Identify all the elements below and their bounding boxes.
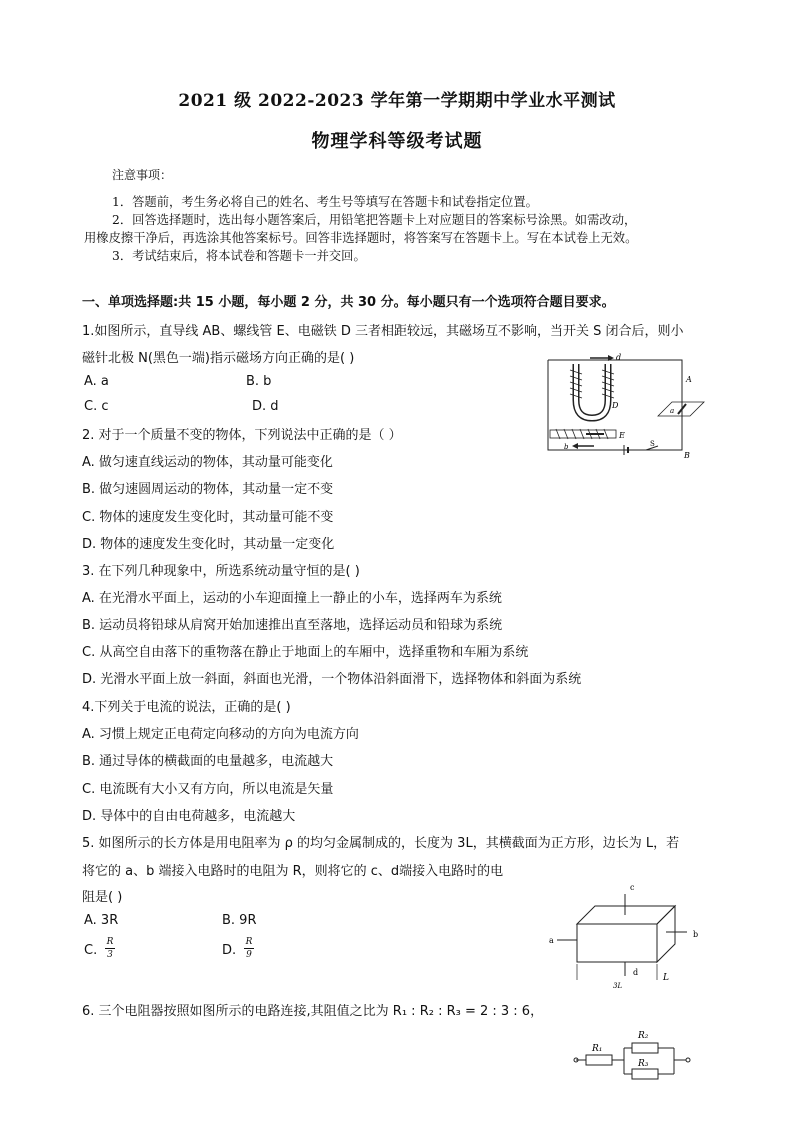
label-c: c xyxy=(630,883,635,892)
q5-stem-line3: 阻是( ) xyxy=(82,890,123,905)
label-A: A xyxy=(686,375,692,384)
q3-option-b: B. 运动员将铅球从肩窝开始加速推出直至落地，选择运动员和铅球为系统 xyxy=(82,618,503,633)
q4-option-a: A. 习惯上规定正电荷定向移动的方向为电流方向 xyxy=(82,727,359,742)
q1-option-c: C. c xyxy=(84,399,109,414)
label-d: d xyxy=(616,353,622,362)
note-2a: 2．回答选择题时，选出每小题答案后，用铅笔把答题卡上对应题目的答案标号涂黑。如需改动， xyxy=(112,213,637,227)
cuboid-side xyxy=(657,906,675,962)
q5-option-d: D. xyxy=(222,943,237,958)
q5-cuboid-figure xyxy=(545,880,715,995)
q6-resistor-circuit xyxy=(570,1022,700,1082)
q2-option-c: C. 物体的速度发生变化时，其动量可能不变 xyxy=(82,510,334,525)
label-E: E xyxy=(619,431,625,440)
q5-option-d-fraction-bar xyxy=(244,948,254,949)
resistor-r3 xyxy=(632,1069,658,1079)
note-2b: 用橡皮擦干净后，再选涂其他答案标号。回答非选择题时，将答案写在答题卡上。写在本试卷上无效。 xyxy=(84,231,638,245)
label-D: D xyxy=(612,401,619,410)
q6-stem: 6. 三个电阻器按照如图所示的电路连接,其阻值之比为 R₁ : R₂ : R₃ = 2 : 3 : 6， xyxy=(82,1004,544,1019)
label-B: B xyxy=(684,451,690,460)
label-r2: R₂ xyxy=(638,1031,649,1041)
q4-stem: 4.下列关于电流的说法，正确的是( ) xyxy=(82,700,291,715)
q5-option-d-numerator: R xyxy=(245,937,253,947)
note-3: 3．考试结束后，将本试卷和答题卡一并交回。 xyxy=(112,249,366,263)
label-b: b xyxy=(693,930,699,939)
resistor-r1 xyxy=(586,1055,612,1065)
q4-option-b: B. 通过导体的横截面的电量越多，电流越大 xyxy=(82,754,334,769)
label-r3: R₃ xyxy=(638,1059,649,1069)
label-S: S xyxy=(650,440,655,448)
q3-option-c: C. 从高空自由落下的重物落在静止于地面上的车厢中，选择重物和车厢为系统 xyxy=(82,645,529,660)
section-heading: 一、单项选择题:共 15 小题，每小题 2 分，共 30 分。每小题只有一个选项符合题目要求。 xyxy=(82,295,615,310)
label-r1: R₁ xyxy=(592,1044,603,1054)
q5-option-d-denominator: 9 xyxy=(246,950,252,960)
q5-option-a: A. 3R xyxy=(84,913,119,928)
q5-stem-line2: 将它的 a、b 端接入电路时的电阻为 R，则将它的 c、d端接入电路时的电 xyxy=(82,864,504,879)
q5-option-c-denominator: 3 xyxy=(107,950,113,960)
q2-option-b: B. 做匀速圆周运动的物体，其动量一定不变 xyxy=(82,482,334,497)
q3-option-a: A. 在光滑水平面上，运动的小车迎面撞上一静止的小车，选择两车为系统 xyxy=(82,591,502,606)
q5-option-c-fraction-bar xyxy=(105,948,115,949)
q1-option-b: B. b xyxy=(246,374,272,389)
exam-title: 2021 级 2022-2023 学年第一学期期中学业水平测试 xyxy=(178,91,616,111)
electromagnet-d xyxy=(576,364,608,418)
label-d: d xyxy=(633,968,639,977)
q1-option-d: D. d xyxy=(252,399,279,414)
terminal-right xyxy=(686,1058,690,1062)
label-a: a xyxy=(549,936,554,945)
label-3L: 3L xyxy=(613,982,623,990)
q2-option-a: A. 做匀速直线运动的物体，其动量可能变化 xyxy=(82,455,333,470)
q2-stem: 2. 对于一个质量不变的物体，下列说法中正确的是（ ） xyxy=(82,428,402,443)
label-a: a xyxy=(670,407,675,415)
exam-subtitle: 物理学科等级考试题 xyxy=(311,131,483,152)
cuboid-front xyxy=(577,924,657,962)
resistor-r2 xyxy=(632,1043,658,1053)
q1-stem-line1: 1.如图所示，直导线 AB、螺线管 E、电磁铁 D 三者相距较远，其磁场互不影响，当开关 S 闭合后，则小 xyxy=(82,324,684,339)
q1-circuit-figure xyxy=(540,350,710,462)
q1-option-a: A. a xyxy=(84,374,109,389)
q5-option-c-numerator: R xyxy=(106,937,114,947)
label-L: L xyxy=(663,973,669,983)
q4-option-c: C. 电流既有大小又有方向，所以电流是矢量 xyxy=(82,782,334,797)
q1-stem-line2: 磁针北极 N(黑色一端)指示磁场方向正确的是( ) xyxy=(82,351,355,366)
label-b: b xyxy=(564,443,569,451)
q1-wire-top xyxy=(570,360,682,380)
q5-option-b: B. 9R xyxy=(222,913,257,928)
q3-stem: 3. 在下列几种现象中，所选系统动量守恒的是( ) xyxy=(82,564,360,579)
q3-option-d: D. 光滑水平面上放一斜面，斜面也光滑，一个物体沿斜面滑下，选择物体和斜面为系统 xyxy=(82,672,582,687)
q4-option-d: D. 导体中的自由电荷越多，电流越大 xyxy=(82,809,296,824)
q5-option-c: C. xyxy=(84,943,98,958)
q2-option-d: D. 物体的速度发生变化时，其动量一定变化 xyxy=(82,537,335,552)
q5-stem-line1: 5. 如图所示的长方体是用电阻率为 ρ 的均匀金属制成的，长度为 3L，其横截面为正方形，边长为 L，若 xyxy=(82,836,680,851)
notes-heading: 注意事项： xyxy=(112,168,173,182)
note-1: 1．答题前，考生务必将自己的姓名、考生号等填写在答题卡和试卷指定位置。 xyxy=(112,195,538,209)
